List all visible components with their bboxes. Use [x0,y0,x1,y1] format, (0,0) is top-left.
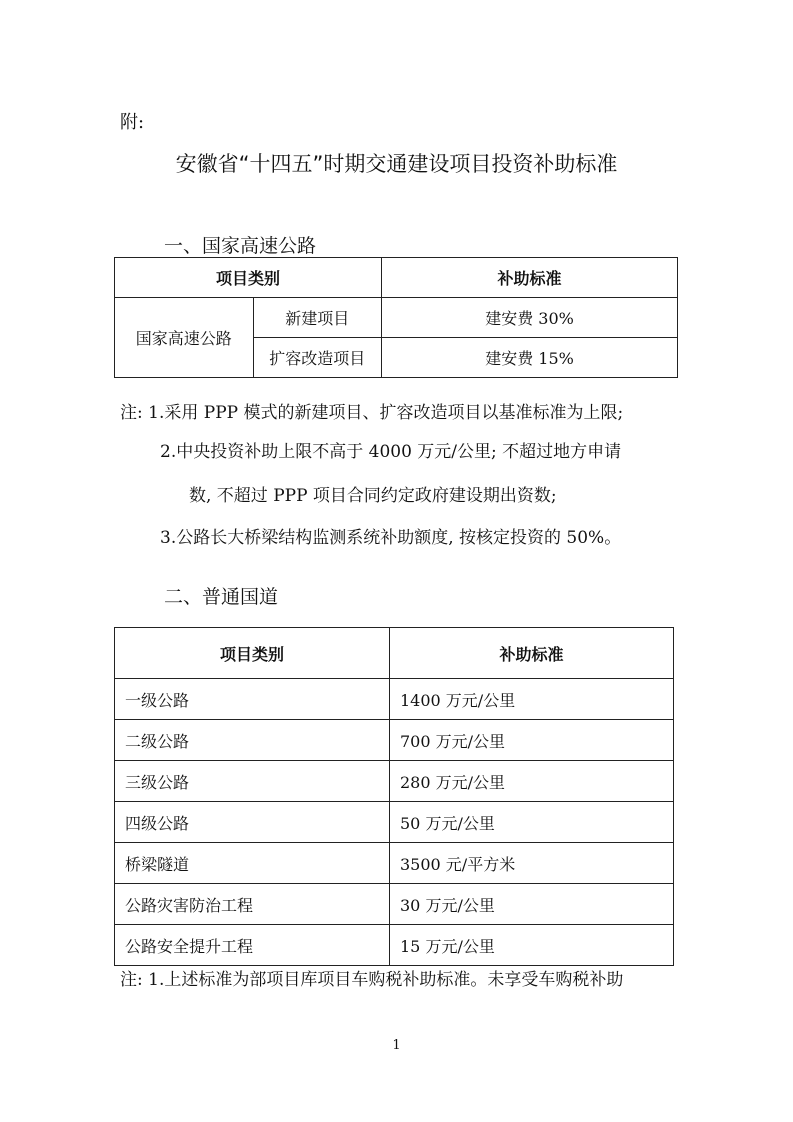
national-expressway-table [114,257,678,378]
table-row [115,843,674,884]
standard-cell: 700 万元/公里 [390,720,674,761]
column-header-category: 项目类别 [115,258,382,298]
ordinary-national-road-table [114,627,674,966]
table-row [115,884,674,925]
category-cell: 二级公路 [115,720,390,761]
category-cell: 公路安全提升工程 [115,925,390,966]
table-row [115,761,674,802]
standard-cell: 建安费 30% [382,298,678,338]
column-header-standard: 补助标准 [382,258,678,298]
note-line: 注: 1.采用 PPP 模式的新建项目、扩容改造项目以基准标准为上限; [120,403,624,423]
table-row [115,802,674,843]
note-line: 注: 1.上述标准为部项目库项目车购税补助标准。未享受车购税补助 [120,970,624,990]
standard-cell: 50 万元/公里 [390,802,674,843]
category-cell: 四级公路 [115,802,390,843]
standard-cell: 280 万元/公里 [390,761,674,802]
section-heading-national-expressway: 一、国家高速公路 [164,235,317,257]
category-cell: 三级公路 [115,761,390,802]
table-row [115,925,674,966]
category-cell: 一级公路 [115,679,390,720]
page-number: 1 [392,1038,401,1053]
table-row [115,720,674,761]
note-line: 数, 不超过 PPP 项目合同约定政府建设期出资数; [189,486,557,506]
standard-cell: 1400 万元/公里 [390,679,674,720]
section-heading-ordinary-national-road: 二、普通国道 [164,586,279,608]
table-header-row [115,628,674,679]
standard-cell: 建安费 15% [382,338,678,378]
category-cell: 国家高速公路 [115,298,254,378]
standard-cell: 3500 元/平方米 [390,843,674,884]
category-cell: 桥梁隧道 [115,843,390,884]
project-type-cell: 扩容改造项目 [253,338,382,378]
attachment-label: 附: [120,112,145,133]
table-header-row [115,258,678,298]
table-row [115,298,678,338]
category-cell: 公路灾害防治工程 [115,884,390,925]
project-type-cell: 新建项目 [253,298,382,338]
note-line: 2.中央投资补助上限不高于 4000 万元/公里; 不超过地方申请 [160,442,622,462]
standard-cell: 15 万元/公里 [390,925,674,966]
document-title: 安徽省“十四五”时期交通建设项目投资补助标准 [175,152,618,176]
note-line: 3.公路长大桥梁结构监测系统补助额度, 按核定投资的 50%。 [160,528,622,548]
table-row [115,679,674,720]
column-header-category: 项目类别 [115,628,390,679]
standard-cell: 30 万元/公里 [390,884,674,925]
column-header-standard: 补助标准 [390,628,674,679]
